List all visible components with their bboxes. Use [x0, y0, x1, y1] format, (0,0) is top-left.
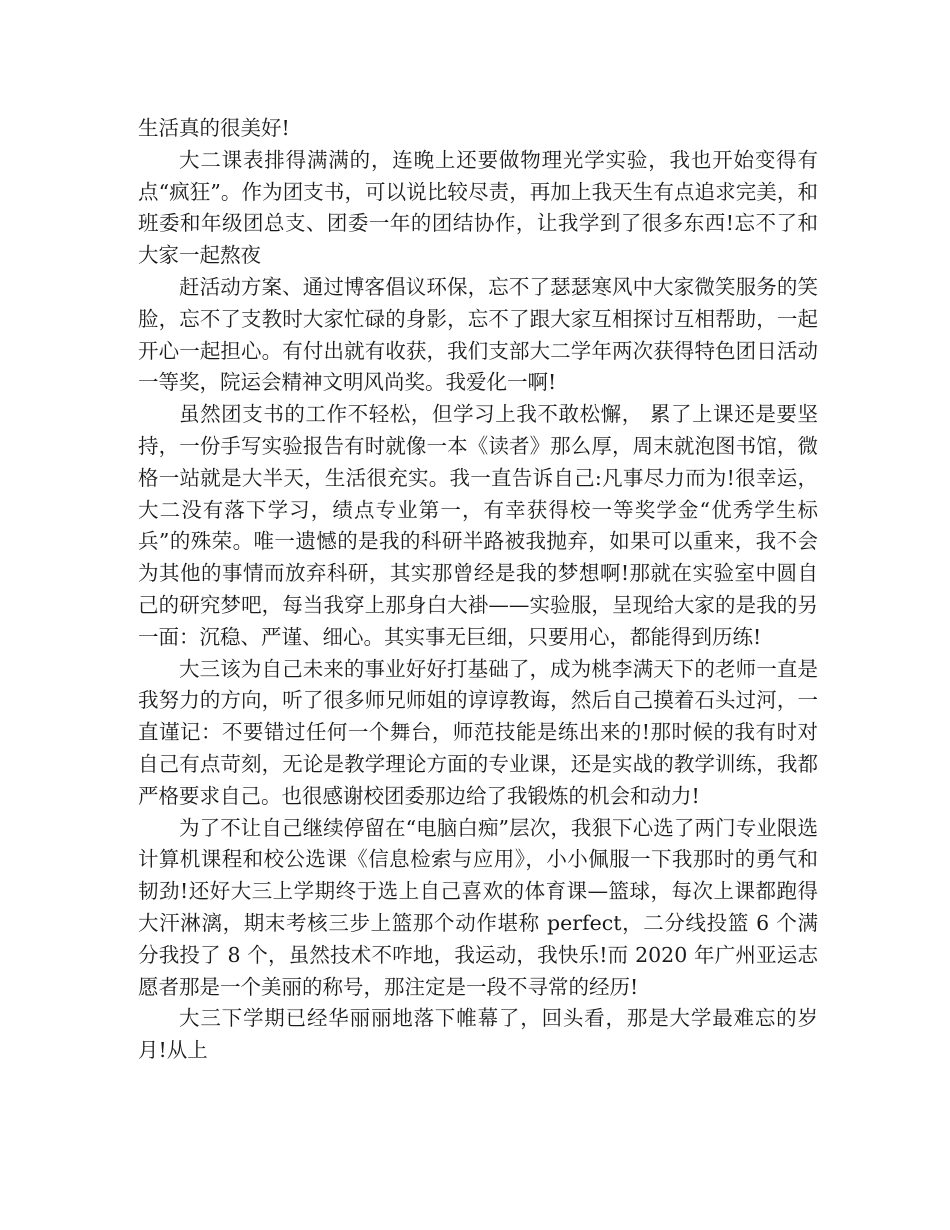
paragraph-4: 虽然团支书的工作不轻松，但学习上我不敢松懈， 累了上课还是要坚持，一份手写实验报告有时就像一本《读者》那么厚，周末就泡图书馆，微格一站就是大半天，生活很充实。我一直告诉自己:凡事尽力而为!很幸运，大二没有落下学习，绩点专业第一，有幸获得校一等奖学金“优秀学生标兵”的殊荣。唯一遗憾的是我的科研半路被我抛弃，如果可以重来，我不会为其他的事情而放弃科研，其实那曾经是我的梦想啊!那就在实验室中圆自己的研究梦吧，每当我穿上那身白大褂——实验服，呈现给大家的是我的另一面：沉稳、严谨、细心。其实事无巨细，只要用心，都能得到历练! — [138, 402, 818, 649]
paragraph-3: 赶活动方案、通过博客倡议环保，忘不了瑟瑟寒风中大家微笑服务的笑脸，忘不了支教时大家忙碌的身影，忘不了跟大家互相探讨互相帮助，一起开心一起担心。有付出就有收获，我们支部大二学年两次获得特色团日活动一等奖，院运会精神文明风尚奖。我爱化一啊! — [138, 274, 818, 395]
paragraph-7: 大三下学期已经华丽丽地落下帷幕了，回头看，那是大学最难忘的岁月!从上 — [138, 1006, 818, 1063]
paragraph-2: 大二课表排得满满的，连晚上还要做物理光学实验，我也开始变得有点“疯狂”。作为团支书，可以说比较尽责，再加上我天生有点追求完美，和班委和年级团总支、团委一年的团结协作，让我学到了很多东西!忘不了和大家一起熬夜 — [138, 147, 818, 268]
paragraph-1: 生活真的很美好! — [138, 116, 290, 140]
document-body — [138, 113, 818, 1067]
paragraph-6: 为了不让自己继续停留在“电脑白痴”层次，我狠下心选了两门专业限选计算机课程和校公选课《信息检索与应用》，小小佩服一下我那时的勇气和韧劲!还好大三上学期终于选上自己喜欢的体育课—篮球，每次上课都跑得大汗淋漓，期末考核三步上篮那个动作堪称 perfect，二分线投篮 6 个满分我投了 8 个，虽然技术不咋地，我运动，我快乐!而 2020 年广州亚运志愿者那是一个美丽的称号，那注定是一段不寻常的经历! — [138, 815, 818, 999]
paragraph-5: 大三该为自己未来的事业好好打基础了，成为桃李满天下的老师一直是我努力的方向，听了很多师兄师姐的谆谆教诲，然后自己摸着石头过河，一直谨记：不要错过任何一个舞台，师范技能是练出来的!那时候的我有时对自己有点苛刻，无论是教学理论方面的专业课，还是实战的教学训练，我都严格要求自己。也很感谢校团委那边给了我锻炼的机会和动力! — [138, 656, 818, 808]
